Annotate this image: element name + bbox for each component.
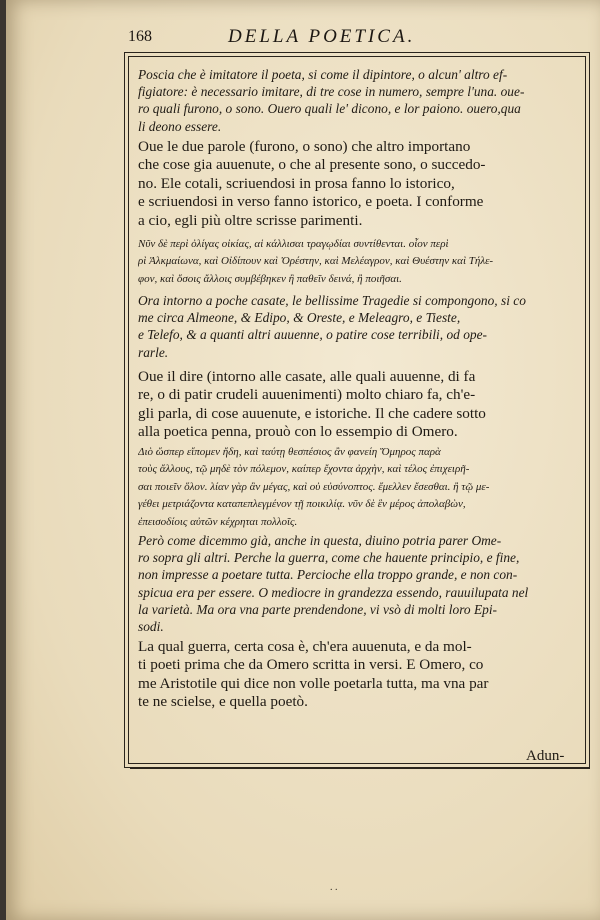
text-line: Διὸ ὥσπερ εἴπομεν ἤδη, καὶ ταύτῃ θεσπέσιος ἂν φανείη Ὅμηρος παρὰ — [138, 446, 441, 458]
text-line: γέθει μετριάζοντα καταπεπλεγμένον τῇ ποικιλίᾳ. νῦν δὲ ἓν μέρος ἀπολαβὼν, — [138, 498, 466, 511]
text-line: spicua era per essere. O mediocre in grandezza essendo, rauuilupata nel — [138, 584, 529, 600]
running-head: DELLA POETICA. — [228, 26, 416, 47]
text-line: no. Ele cotali, scriuendosi in prosa fanno lo istorico, — [138, 174, 455, 192]
text-line: te ne scielse, e quella poetò. — [138, 693, 308, 711]
paragraph-greek — [138, 444, 586, 531]
text-line: non impresse a poetare tutta. Percioche ella troppo grande, e non con- — [138, 567, 518, 583]
catchword: Adun- — [526, 748, 565, 764]
text-line: gli parla, di cose auuenute, e istoriche. Il che cadere sotto — [138, 404, 486, 422]
page-header — [128, 26, 584, 50]
text-line: La qual guerra, certa cosa è, ch'era auuenuta, e da mol- — [138, 638, 472, 655]
text-line: che cose gia auuenute, o che al presente sono, o succedo- — [138, 156, 486, 174]
text-line: ro quali furono, o sono. Ouero quali le' dicono, e lor paiono. ouero,qua — [138, 101, 521, 117]
book-page — [6, 0, 600, 920]
text-line: sodi. — [138, 619, 164, 635]
text-line: ti poeti prima che da Omero scritta in versi. E Omero, co — [138, 656, 484, 674]
text-line: li deono essere. — [138, 118, 222, 134]
text-line: alla poetica penna, prouò con lo essempio di Omero. — [138, 423, 458, 441]
paragraph-greek — [138, 236, 586, 288]
text-line: figiatore: è necessario imitare, di tre cose in numero, sempre l'una. oue- — [138, 84, 525, 100]
paragraph-italic — [138, 292, 586, 361]
bottom-rule — [130, 768, 590, 769]
text-line: me circa Almeone, & Edipo, & Oreste, e Meleagro, e Tieste, — [138, 310, 461, 326]
text-line: Oue il dire (intorno alle casate, alle quali auuenne, di fa — [138, 368, 476, 385]
text-line: Ora intorno a poche casate, le bellissime Tragedie si compongono, si co — [138, 293, 526, 308]
text-line: ρὶ Ἀλκμαίωνα, καὶ Οἰδίπουν καὶ Ὀρέστην, καὶ Μελέαγρον, καὶ Θυέστην καὶ Τήλε- — [138, 255, 494, 268]
text-line: Poscia che è imitatore il poeta, si come il dipintore, o alcun' altro ef- — [138, 67, 508, 82]
text-line: e scriuendosi in verso fanno istorico, e poeta. I conforme — [138, 193, 484, 211]
text-line: e Telefo, & a quanti altri auuenne, o patire cose terribili, od ope- — [138, 327, 487, 343]
text-line: a cio, egli più oltre scrisse parimenti. — [138, 211, 363, 229]
text-line: ἐπεισοδίοις αὐτῶν κέχρηται πολλοῖς. — [138, 515, 298, 528]
paragraph-italic — [138, 532, 586, 635]
text-line: φον, καὶ ὅσοις ἄλλοις συμβέβηκεν ἢ παθεῖν δεινά, ἢ ποιῆσαι. — [138, 272, 402, 285]
text-line: σαι ποιεῖν ὅλον. λίαν γὰρ ἂν μέγας, καὶ οὐ εὐσύνοπτος. ἔμελλεν ἔσεσθαι. ἢ τῷ με- — [138, 480, 490, 493]
paragraph-roman — [138, 638, 586, 712]
text-line: Νῦν δὲ περὶ ὀλίγας οἰκίας, αἱ κάλλισαι τραγῳδίαι συντίθενται. οἷον περὶ — [138, 238, 449, 250]
text-line: ro sopra gli altri. Perche la guerra, come che hauente principio, e fine, — [138, 550, 520, 566]
page-specks: . . — [330, 882, 338, 893]
text-line: Però come dicemmo già, anche in questa, diuino potria parer Ome- — [138, 533, 502, 548]
text-line: me Aristotile qui dice non volle poetarla tutta, ma vna par — [138, 674, 489, 692]
text-line: τοὺς ἄλλους, τῷ μηδὲ τὸν πόλεμον, καίπερ ἔχοντα ἀρχὴν, καὶ τέλος ἐπιχειρῆ- — [138, 463, 470, 476]
paragraph-italic — [138, 66, 586, 135]
text-line: la varietà. Ma ora vna parte prendendone, vi vsò di molti loro Epi- — [138, 601, 498, 617]
paragraph-roman — [138, 138, 586, 230]
text-line: Oue le due parole (furono, o sono) che altro importano — [138, 138, 471, 155]
page-number: 168 — [128, 28, 152, 45]
paragraph-roman — [138, 368, 586, 442]
text-line: rarle. — [138, 344, 169, 360]
text-line: re, o di patir crudeli auuenimenti) molto chiaro fa, ch'e- — [138, 386, 476, 404]
